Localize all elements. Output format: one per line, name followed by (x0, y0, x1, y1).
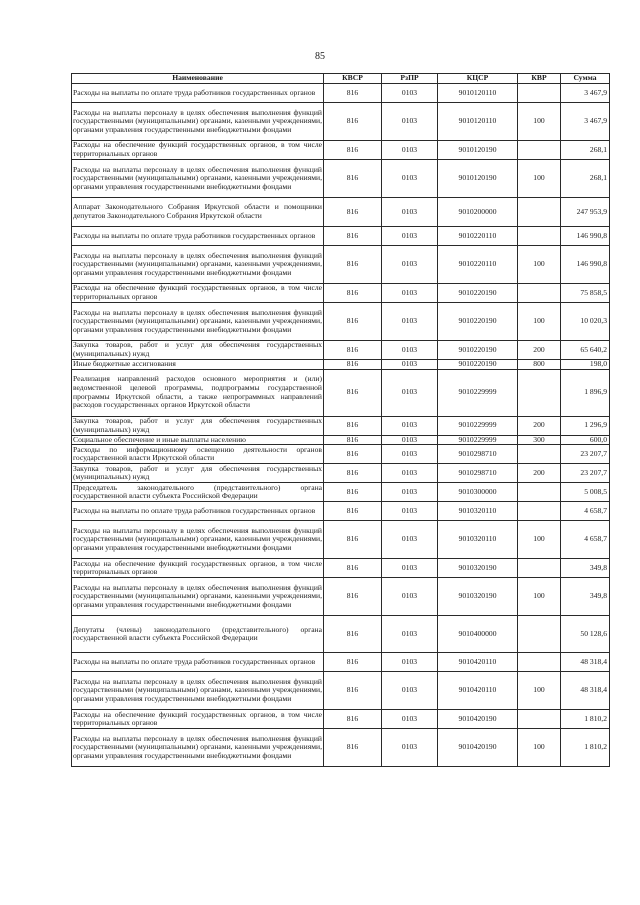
row-kvr (518, 710, 561, 729)
row-rzpr: 0103 (382, 141, 438, 160)
row-kvr: 100 (518, 103, 561, 141)
row-kvr (518, 502, 561, 521)
row-sum: 23 207,7 (561, 445, 610, 464)
row-kvsr: 816 (324, 483, 382, 502)
row-kvsr: 816 (324, 160, 382, 198)
table-row (72, 103, 610, 141)
row-kvsr: 816 (324, 672, 382, 710)
row-name: Расходы на обеспечение функций государственных органов, в том числе территориальных органов (73, 709, 322, 728)
row-rzpr: 0103 (382, 103, 438, 141)
row-name: Расходы на выплаты по оплате труда работников государственных органов (72, 227, 324, 246)
row-kcsr: 9010300000 (438, 483, 518, 502)
table-row (72, 246, 610, 284)
table-row (72, 84, 610, 103)
table-row (72, 653, 610, 672)
row-kcsr: 9010420190 (438, 710, 518, 729)
row-name: Социальное обеспечение и иные выплаты населению (72, 435, 324, 445)
table-row (72, 141, 610, 160)
table-row (72, 483, 610, 502)
row-kvr (518, 141, 561, 160)
row-kcsr: 9010220110 (438, 227, 518, 246)
row-sum: 65 640,2 (561, 341, 610, 360)
row-kvr: 200 (518, 341, 561, 360)
row-kvr (518, 653, 561, 672)
row-sum: 48 318,4 (561, 672, 610, 710)
row-rzpr: 0103 (382, 559, 438, 578)
row-sum: 3 467,9 (561, 84, 610, 103)
row-kvr (518, 559, 561, 578)
row-rzpr: 0103 (382, 284, 438, 303)
row-kvr (518, 84, 561, 103)
row-kcsr: 9010420110 (438, 653, 518, 672)
row-sum: 1 896,9 (561, 369, 610, 416)
table-header-row (72, 74, 610, 84)
row-name: Иные бюджетные ассигнования (72, 360, 324, 370)
row-kvsr: 816 (324, 559, 382, 578)
row-name: Расходы на выплаты персоналу в целях обеспечения выполнения функций государственными (муниципальными) органами, казенными учреждениями, органами управления государственными внебюджетными фондами (72, 578, 324, 616)
header-name: Наименование (72, 74, 324, 84)
row-sum: 48 318,4 (561, 653, 610, 672)
row-sum: 4 658,7 (561, 502, 610, 521)
row-kvr (518, 284, 561, 303)
header-kvr: КВР (518, 74, 561, 84)
row-rzpr: 0103 (382, 198, 438, 227)
row-name: Закупка товаров, работ и услуг для обеспечения государственных (муниципальных) нужд (73, 463, 322, 482)
row-name: Расходы на выплаты персоналу в целях обеспечения выполнения функций государственными (муниципальными) органами, казенными учреждениями, органами управления государственными внебюджетными фондами (72, 103, 324, 141)
row-kcsr: 9010220190 (438, 284, 518, 303)
row-rzpr: 0103 (382, 445, 438, 464)
table-row (72, 160, 610, 198)
row-rzpr: 0103 (382, 246, 438, 284)
row-sum: 1 810,2 (561, 729, 610, 767)
table-row (72, 464, 610, 483)
row-rzpr: 0103 (382, 303, 438, 341)
row-sum: 4 658,7 (561, 521, 610, 559)
row-name: Расходы на выплаты по оплате труда работников государственных органов (72, 502, 324, 521)
row-sum: 247 953,9 (561, 198, 610, 227)
row-rzpr: 0103 (382, 416, 438, 435)
row-kcsr: 9010120110 (438, 84, 518, 103)
row-sum: 146 990,8 (561, 227, 610, 246)
row-kvr (518, 198, 561, 227)
row-sum: 198,0 (561, 360, 610, 370)
row-kvsr: 816 (324, 729, 382, 767)
row-kcsr: 9010120190 (438, 141, 518, 160)
row-kcsr: 9010229999 (438, 369, 518, 416)
row-kvr: 100 (518, 672, 561, 710)
row-rzpr: 0103 (382, 578, 438, 616)
table-row (72, 369, 610, 416)
row-name: Расходы на выплаты по оплате труда работников государственных органов (72, 653, 324, 672)
row-sum: 600,0 (561, 435, 610, 445)
row-kcsr: 9010298710 (438, 445, 518, 464)
row-kcsr: 9010220190 (438, 341, 518, 360)
row-kcsr: 9010200000 (438, 198, 518, 227)
row-sum: 23 207,7 (561, 464, 610, 483)
row-kvsr: 816 (324, 341, 382, 360)
table-row (72, 341, 610, 360)
row-kvr (518, 616, 561, 653)
row-kvr: 100 (518, 729, 561, 767)
row-name: Расходы на выплаты персоналу в целях обеспечения выполнения функций государственными (муниципальными) органами, казенными учреждениями, органами управления государственными внебюджетными фондами (72, 729, 324, 767)
table-row (72, 559, 610, 578)
row-kvsr: 816 (324, 653, 382, 672)
row-rzpr: 0103 (382, 616, 438, 653)
row-rzpr: 0103 (382, 369, 438, 416)
row-kvsr: 816 (324, 284, 382, 303)
table-row (72, 227, 610, 246)
row-kcsr: 9010120190 (438, 160, 518, 198)
row-rzpr: 0103 (382, 227, 438, 246)
row-name: Расходы на выплаты персоналу в целях обеспечения выполнения функций государственными (муниципальными) органами, казенными учреждениями, органами управления государственными внебюджетными фондами (72, 303, 324, 341)
row-rzpr: 0103 (382, 729, 438, 767)
row-kvsr: 816 (324, 578, 382, 616)
row-sum: 146 990,8 (561, 246, 610, 284)
row-name: Расходы на выплаты персоналу в целях обеспечения выполнения функций государственными (муниципальными) органами, казенными учреждениями, органами управления государственными внебюджетными фондами (72, 521, 324, 559)
row-kvr: 100 (518, 160, 561, 198)
row-kcsr: 9010320190 (438, 559, 518, 578)
row-kvsr: 816 (324, 227, 382, 246)
row-kvsr: 816 (324, 198, 382, 227)
row-rzpr: 0103 (382, 483, 438, 502)
row-sum: 349,8 (561, 559, 610, 578)
row-sum: 50 128,6 (561, 616, 610, 653)
row-kcsr: 9010420110 (438, 672, 518, 710)
row-kvr: 300 (518, 435, 561, 445)
table-row (72, 521, 610, 559)
row-sum: 10 020,3 (561, 303, 610, 341)
row-rzpr: 0103 (382, 360, 438, 370)
row-kvsr: 816 (324, 710, 382, 729)
row-name: Расходы на обеспечение функций государственных органов, в том числе территориальных органов (73, 558, 322, 577)
row-sum: 1 810,2 (561, 710, 610, 729)
row-kvr: 800 (518, 360, 561, 370)
row-kvsr: 816 (324, 246, 382, 284)
row-name: Расходы на обеспечение функций государственных органов, в том числе территориальных органов (73, 140, 322, 158)
row-name: Председатель законодательного (представительного) органа государственной власти субъекта Российской Федерации (73, 482, 322, 501)
row-kcsr: 9010120110 (438, 103, 518, 141)
row-kvsr: 816 (324, 103, 382, 141)
row-kcsr: 9010229999 (438, 416, 518, 435)
row-sum: 5 008,5 (561, 483, 610, 502)
table-row (72, 578, 610, 616)
row-rzpr: 0103 (382, 160, 438, 198)
row-kvr: 100 (518, 246, 561, 284)
table-row (72, 729, 610, 767)
row-kvsr: 816 (324, 303, 382, 341)
row-sum: 268,1 (561, 141, 610, 160)
row-rzpr: 0103 (382, 464, 438, 483)
row-kvr: 100 (518, 578, 561, 616)
row-name: Расходы на выплаты по оплате труда работников государственных органов (72, 84, 324, 103)
row-name: Расходы на выплаты персоналу в целях обеспечения выполнения функций государственными (муниципальными) органами, казенными учреждениями, органами управления государственными внебюджетными фондами (72, 246, 324, 284)
table-row (72, 198, 610, 227)
row-name: Расходы на обеспечение функций государственных органов, в том числе территориальных органов (73, 283, 322, 301)
row-kvr (518, 369, 561, 416)
row-name: Расходы на выплаты персоналу в целях обеспечения выполнения функций государственными (муниципальными) органами, казенными учреждениями, органами управления государственными внебюджетными фондами (72, 672, 324, 710)
row-kcsr: 9010420190 (438, 729, 518, 767)
row-kvr: 100 (518, 521, 561, 559)
row-kvsr: 816 (324, 521, 382, 559)
row-kvsr: 816 (324, 416, 382, 435)
row-kvsr: 816 (324, 369, 382, 416)
row-kcsr: 9010229999 (438, 435, 518, 445)
table-row (72, 303, 610, 341)
row-name: Реализация направлений расходов основного мероприятия и (или) ведомственной целевой программы, подпрограммы государственной программы Иркутской области, а также непрограммных направлений расходов государственных органов Иркутской области (72, 369, 324, 416)
row-rzpr: 0103 (382, 502, 438, 521)
row-kvsr: 816 (324, 445, 382, 464)
row-sum: 3 467,9 (561, 103, 610, 141)
row-kvsr: 816 (324, 464, 382, 483)
table-row (72, 416, 610, 435)
row-kcsr: 9010220190 (438, 360, 518, 370)
row-kcsr: 9010220190 (438, 303, 518, 341)
row-rzpr: 0103 (382, 672, 438, 710)
row-sum: 1 296,9 (561, 416, 610, 435)
row-kcsr: 9010320110 (438, 502, 518, 521)
header-kvsr: КВСР (324, 74, 382, 84)
row-kvsr: 816 (324, 360, 382, 370)
row-kvsr: 816 (324, 502, 382, 521)
table-row (72, 445, 610, 464)
header-sum: Сумма (561, 74, 610, 84)
row-kvsr: 816 (324, 141, 382, 160)
row-kvr: 200 (518, 416, 561, 435)
row-kvr (518, 445, 561, 464)
table-row (72, 616, 610, 653)
table-row (72, 360, 610, 370)
row-kvr: 100 (518, 303, 561, 341)
row-name: Расходы по информационному освещению деятельности органов государственной власти Иркутской области (73, 444, 322, 463)
row-kcsr: 9010298710 (438, 464, 518, 483)
row-kcsr: 9010320110 (438, 521, 518, 559)
row-kcsr: 9010220110 (438, 246, 518, 284)
row-name: Аппарат Законодательного Собрания Иркутской области и помощники депутатов Законодательного Собрания Иркутской области (72, 198, 324, 227)
row-name: Закупка товаров, работ и услуг для обеспечения государственных (муниципальных) нужд (73, 340, 322, 358)
header-rzpr: РзПР (382, 74, 438, 84)
row-kcsr: 9010320190 (438, 578, 518, 616)
row-kvr (518, 483, 561, 502)
row-rzpr: 0103 (382, 341, 438, 360)
row-name: Закупка товаров, работ и услуг для обеспечения государственных (муниципальных) нужд (73, 416, 322, 434)
table-row (72, 284, 610, 303)
row-kvr (518, 227, 561, 246)
row-kcsr: 9010400000 (438, 616, 518, 653)
table-row (72, 502, 610, 521)
row-kvsr: 816 (324, 616, 382, 653)
budget-table (71, 73, 610, 767)
row-rzpr: 0103 (382, 435, 438, 445)
table-row (72, 672, 610, 710)
row-rzpr: 0103 (382, 710, 438, 729)
row-kvr: 200 (518, 464, 561, 483)
row-sum: 349,8 (561, 578, 610, 616)
row-rzpr: 0103 (382, 521, 438, 559)
header-kcsr: КЦСР (438, 74, 518, 84)
row-kvsr: 816 (324, 435, 382, 445)
table-row (72, 710, 610, 729)
row-name: Расходы на выплаты персоналу в целях обеспечения выполнения функций государственными (муниципальными) органами, казенными учреждениями, органами управления государственными внебюджетными фондами (72, 160, 324, 198)
row-kvsr: 816 (324, 84, 382, 103)
row-name: Депутаты (члены) законодательного (представительного) органа государственной власти субъекта Российской Федерации (72, 616, 324, 653)
row-rzpr: 0103 (382, 84, 438, 103)
page-number: 85 (315, 51, 325, 62)
row-rzpr: 0103 (382, 653, 438, 672)
table-row (72, 435, 610, 445)
row-sum: 75 858,5 (561, 284, 610, 303)
row-sum: 268,1 (561, 160, 610, 198)
